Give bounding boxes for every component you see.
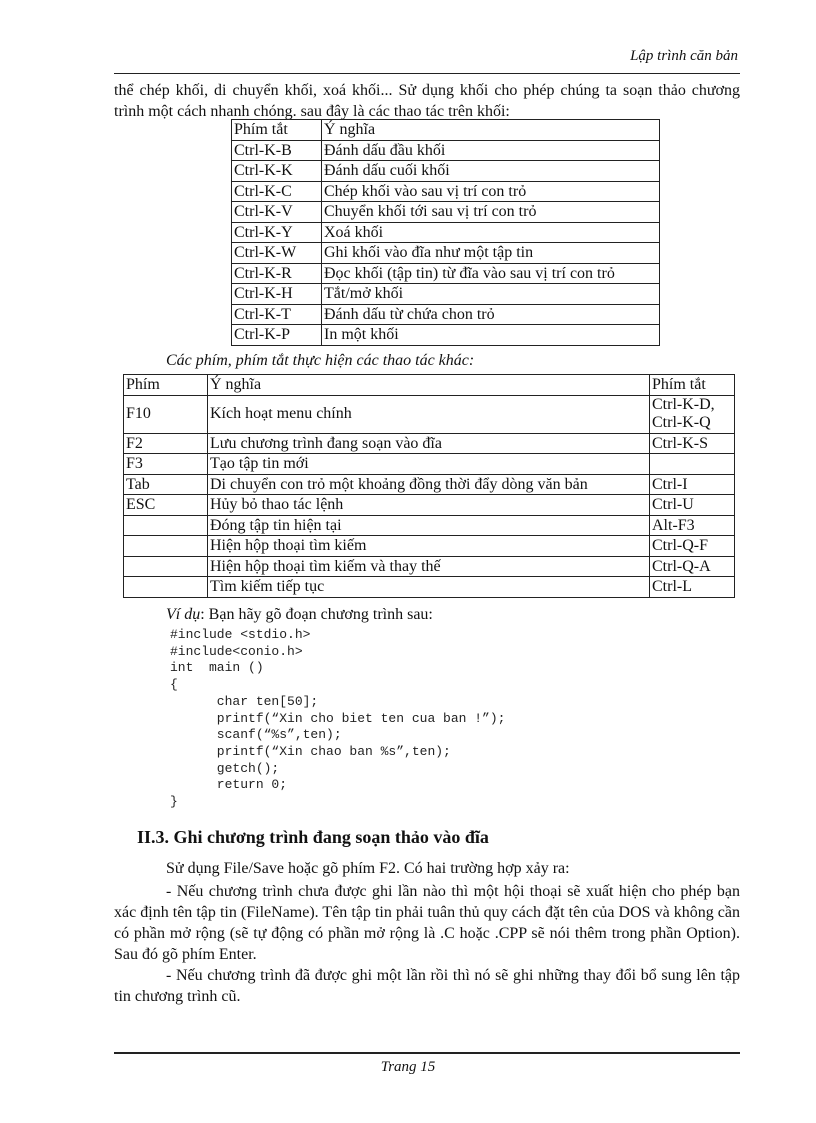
table-cell: F10	[124, 395, 208, 433]
table-cell: ESC	[124, 495, 208, 516]
table-header-cell: Phím tắt	[232, 120, 322, 141]
header-rule	[114, 73, 740, 74]
table-cell	[124, 556, 208, 577]
table-cell: Đọc khối (tập tin) từ đĩa vào sau vị trí con trỏ	[322, 263, 660, 284]
table-cell: Xoá khối	[322, 222, 660, 243]
body-paragraph: Sử dụng File/Save hoặc gõ phím F2. Có hai trường hợp xảy ra:	[166, 860, 570, 877]
table-cell	[650, 395, 735, 433]
table-cell: Ctrl-K-W	[232, 243, 322, 264]
table-cell	[124, 515, 208, 536]
body-paragraph: - Nếu chương trình chưa được ghi lần nào thì một hội thoại sẽ xuất hiện cho phép bạn xác định tên tập tin (FileName). Tên tập tin phải tuân thủ quy cách đặt tên của DOS và không cần có phần mở rộng (sẽ tự động có phần mở rộng là .C hoặc .CPP sẽ nói thêm trong phần Option). Sau đó gõ phím Enter.	[114, 883, 740, 963]
table-cell: F2	[124, 433, 208, 454]
table-row	[232, 161, 660, 182]
table-cell: In một khối	[322, 325, 660, 346]
table-cell	[650, 454, 735, 475]
table-header-row	[124, 375, 735, 396]
table-cell	[650, 515, 735, 536]
table-row	[232, 181, 660, 202]
table-row	[232, 202, 660, 223]
table-header-cell: Phím	[124, 375, 208, 396]
table-row	[232, 325, 660, 346]
block-shortcut-table	[231, 119, 660, 346]
table-row	[232, 243, 660, 264]
table-cell: Ctrl-K-Y	[232, 222, 322, 243]
table-cell: Ctrl-K-P	[232, 325, 322, 346]
code-block: #include <stdio.h> #include<conio.h> int main () { char ten[50]; printf(“Xin cho biet ten cua ban !”); scanf(“%s”,ten); printf(“Xin chao ban %s”,ten); getch(); return 0; }	[170, 627, 506, 810]
table-cell	[650, 474, 735, 495]
example-label: Ví dụ	[166, 606, 201, 623]
table-cell: Đánh dấu đầu khối	[322, 140, 660, 161]
table-cell	[650, 433, 735, 454]
header-title: Lập trình căn bản	[630, 48, 738, 64]
table-row	[124, 536, 735, 557]
table-cell: Ctrl-K-T	[232, 304, 322, 325]
table-header-cell: Ý nghĩa	[208, 375, 650, 396]
table-row	[232, 222, 660, 243]
table-row	[232, 284, 660, 305]
table-cell: Ctrl-K-K	[232, 161, 322, 182]
table-cell: F3	[124, 454, 208, 475]
table-cell	[650, 495, 735, 516]
table-cell	[650, 536, 735, 557]
table-cell: Ctrl-K-H	[232, 284, 322, 305]
table-cell: Đóng tập tin hiện tại	[208, 515, 650, 536]
table-cell: Hủy bỏ thao tác lệnh	[208, 495, 650, 516]
table-cell: Ctrl-K-V	[232, 202, 322, 223]
table-cell: Tìm kiếm tiếp tục	[208, 577, 650, 598]
table-row	[124, 495, 735, 516]
table-row	[124, 577, 735, 598]
shortcut-text: Ctrl-Q-A	[652, 557, 711, 575]
table-cell	[124, 536, 208, 557]
table-row	[232, 263, 660, 284]
table-header-cell: Phím tắt	[650, 375, 735, 396]
example-text: : Bạn hãy gõ đoạn chương trình sau:	[200, 606, 433, 623]
table-cell: Di chuyển con trỏ một khoảng đồng thời đẩy dòng văn bản	[208, 474, 650, 495]
table-cell	[650, 577, 735, 598]
shortcut-text: Alt-F3	[652, 516, 695, 534]
table-cell: Chép khối vào sau vị trí con trỏ	[322, 181, 660, 202]
table-row	[124, 454, 735, 475]
table-header-cell: Ý nghĩa	[322, 120, 660, 141]
shortcut-text: Ctrl-K-Q	[652, 414, 711, 431]
table-cell: Hiện hộp thoại tìm kiếm	[208, 536, 650, 557]
table-cell	[124, 577, 208, 598]
table-cell	[650, 556, 735, 577]
table-cell: Tạo tập tin mới	[208, 454, 650, 475]
table-cell: Lưu chương trình đang soạn vào đĩa	[208, 433, 650, 454]
table-row	[124, 515, 735, 536]
table-row	[232, 304, 660, 325]
shortcut-text: Ctrl-Q-F	[652, 537, 708, 555]
body-paragraph: - Nếu chương trình đã được ghi một lần rồi thì nó sẽ ghi những thay đổi bổ sung lên tập tin chương trình cũ.	[114, 967, 740, 1005]
shortcut-text: Ctrl-K-D,	[652, 396, 715, 413]
table-cell: Ctrl-K-C	[232, 181, 322, 202]
table-cell: Hiện hộp thoại tìm kiếm và thay thế	[208, 556, 650, 577]
shortcut-text: Ctrl-K-S	[652, 434, 708, 452]
table-cell: Đánh dấu cuối khối	[322, 161, 660, 182]
table-cell: Ghi khối vào đĩa như một tập tin	[322, 243, 660, 264]
shortcut-text: Ctrl-I	[652, 475, 688, 493]
table-cell: Đánh dấu từ chứa chon trỏ	[322, 304, 660, 325]
section-heading: II.3. Ghi chương trình đang soạn thảo vào đĩa	[137, 827, 489, 847]
table-cell: Ctrl-K-B	[232, 140, 322, 161]
example-line	[166, 606, 433, 624]
shortcut-text: Ctrl-L	[652, 578, 692, 596]
table-cell: Kích hoạt menu chính	[208, 395, 650, 433]
table-header-row	[232, 120, 660, 141]
table-row	[232, 140, 660, 161]
footer-rule	[114, 1052, 740, 1054]
table-cell: Tắt/mở khối	[322, 284, 660, 305]
table-cell: Tab	[124, 474, 208, 495]
shortcut-text: Ctrl-U	[652, 496, 694, 514]
page-number: Trang 15	[380, 1059, 436, 1075]
intro-paragraph: thể chép khối, di chuyển khối, xoá khối... Sử dụng khối cho phép chúng ta soạn thảo chương trình một cách nhanh chóng. sau đây là các thao tác trên khối:	[114, 82, 740, 120]
table-row	[124, 474, 735, 495]
table-row	[124, 433, 735, 454]
key-shortcut-table	[123, 374, 735, 598]
key-table-caption: Các phím, phím tắt thực hiện các thao tác khác:	[166, 352, 475, 369]
table-cell: Ctrl-K-R	[232, 263, 322, 284]
table-cell: Chuyển khối tới sau vị trí con trỏ	[322, 202, 660, 223]
table-row	[124, 556, 735, 577]
table-row	[124, 395, 735, 433]
